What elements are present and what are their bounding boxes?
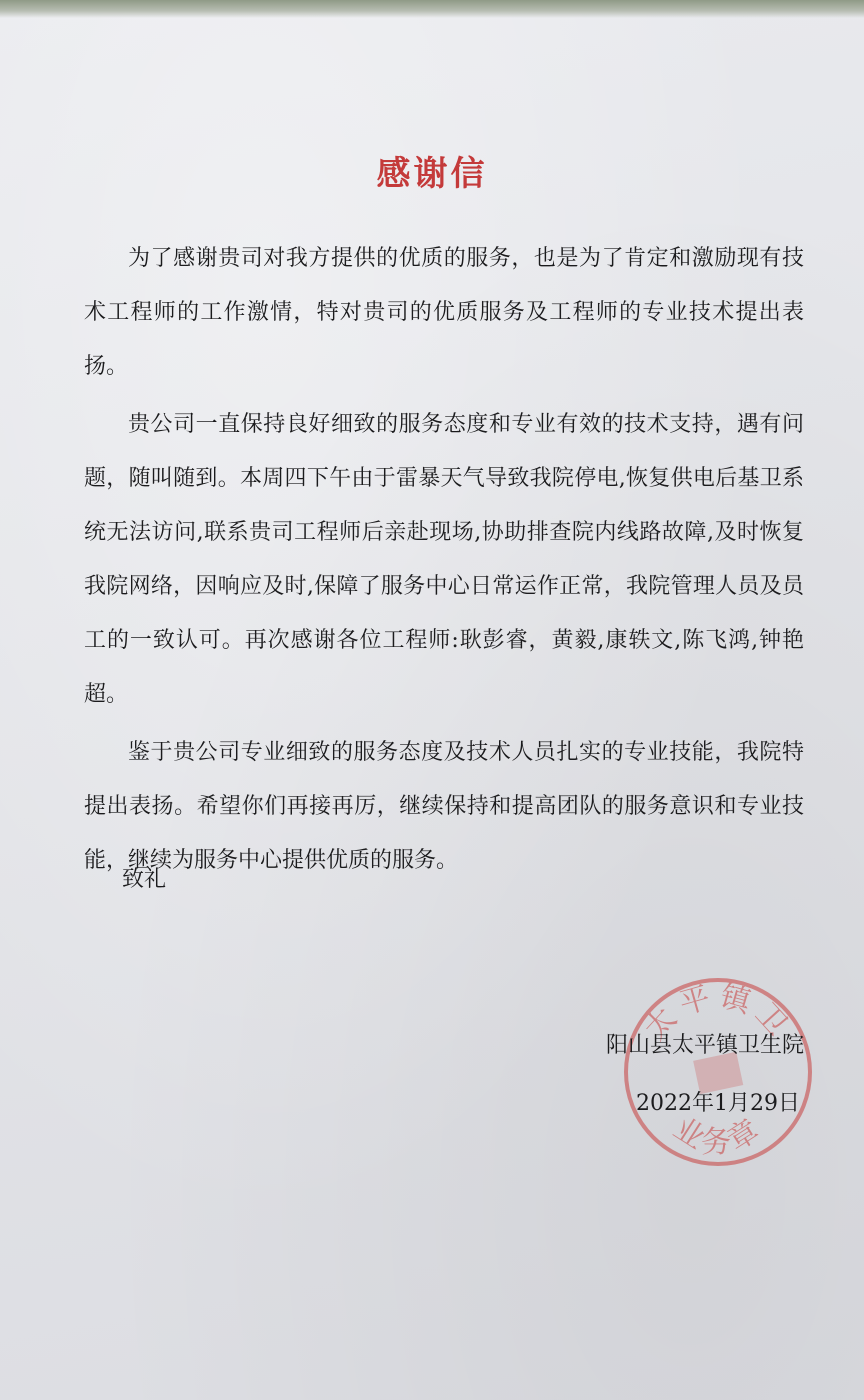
paragraph-1: 为了感谢贵司对我方提供的优质的服务，也是为了肯定和激励现有技术工程师的工作激情，特对贵司的优质服务及工程师的专业技术提出表扬。 [84, 246, 804, 379]
letter-closing: 致礼 [122, 867, 167, 892]
paragraph-2: 贵公司一直保持良好细致的服务态度和专业有效的技术支持，遇有问题，随叫随到。本周四下午由于雷暴天气导致我院停电,恢复供电后基卫系统无法访问,联系贵司工程师后亲赴现场,协助排查院内线路故障,及时恢复我院网络，因响应及时,保障了服务中心日常运作正常，我院管理人员及员工的一致认可。再次感谢各位工程师:耿彭睿，黄毅,康轶文,陈飞鸿,钟艳超。 [84, 412, 804, 707]
signing-organization: 阳山县太平镇卫生院 [605, 1033, 804, 1058]
seal-text-bottom: 业务章 [667, 1110, 769, 1160]
svg-text:业务章 [667, 1111, 769, 1160]
photo-top-edge [0, 0, 864, 18]
official-seal-stamp [618, 972, 818, 1172]
paragraph-3: 鉴于贵公司专业细致的服务态度及技术人员扎实的专业技能，我院特提出表扬。希望你们再接再厉，继续保持和提高团队的服务意识和专业技能，继续为服务中心提供优质的服务。 [84, 740, 804, 873]
letter-date: 2022年1月29日 [636, 1091, 800, 1116]
letter-title: 感谢信 [376, 154, 488, 194]
seal-text-top: 太平镇卫 [637, 978, 799, 1047]
letter-body [84, 232, 804, 892]
